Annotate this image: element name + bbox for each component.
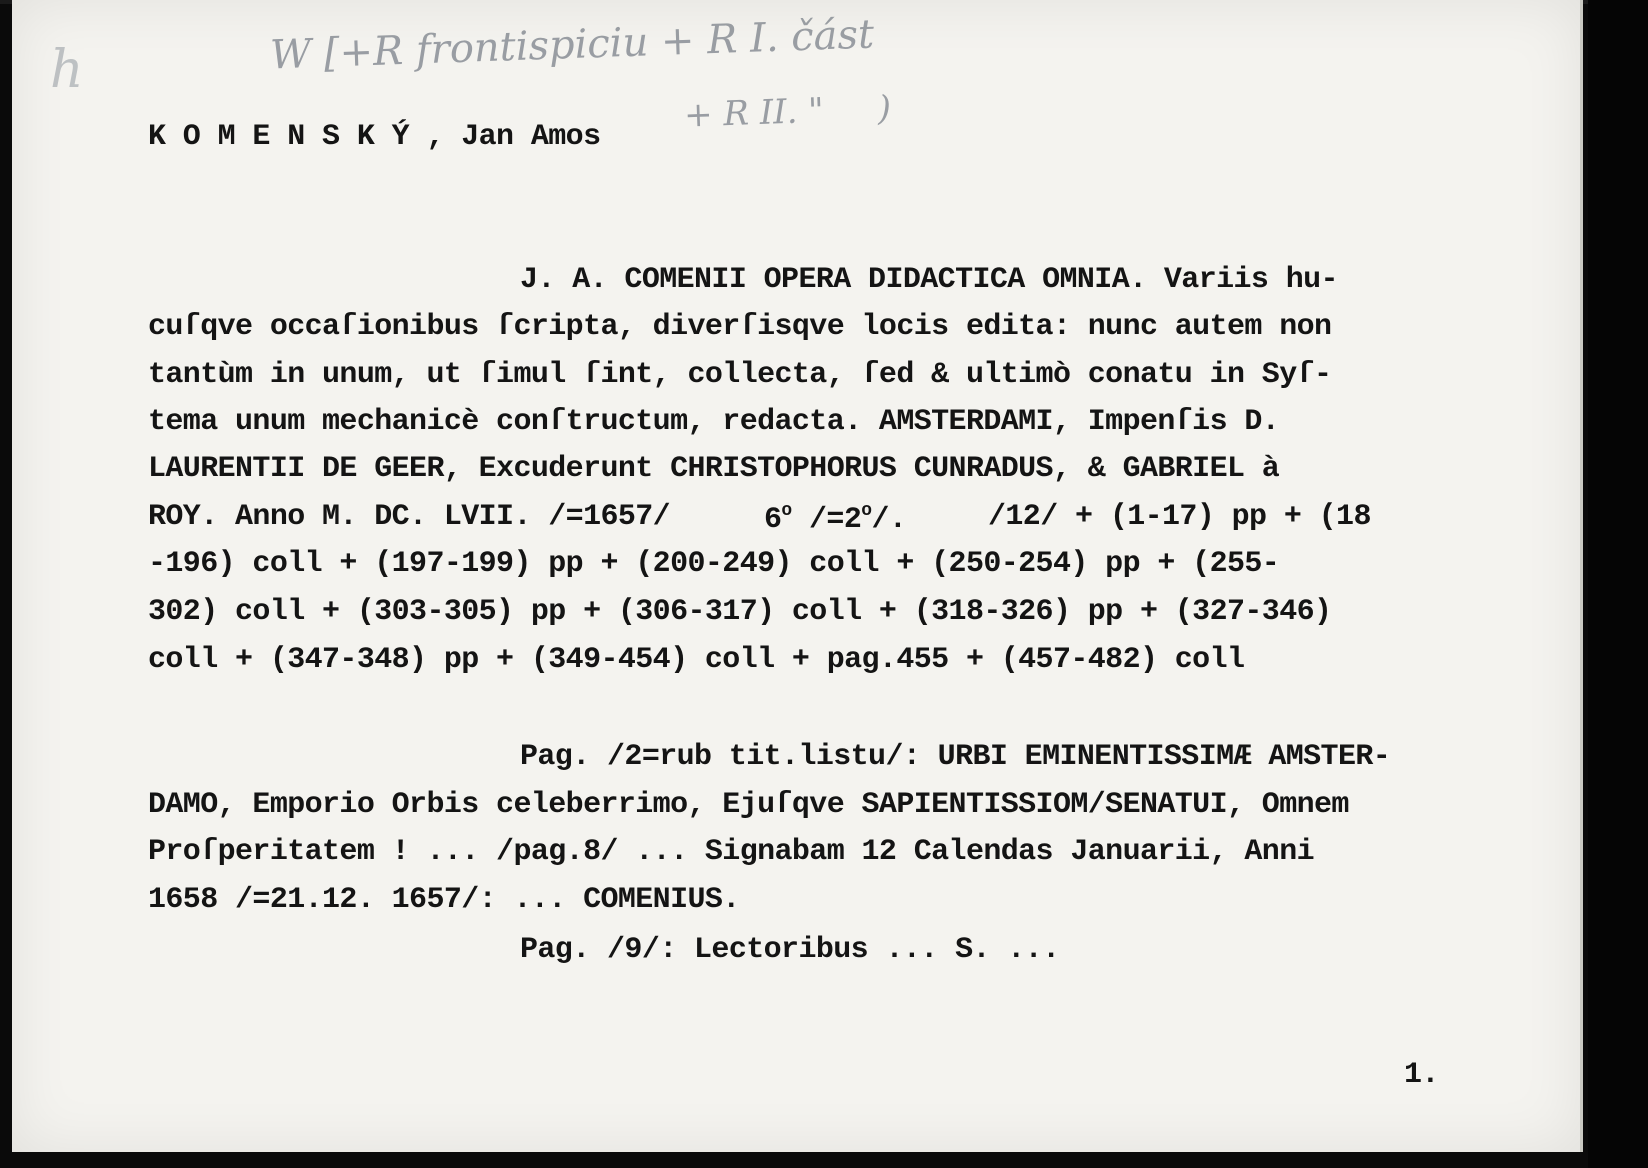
format-size: 6$^o$ $/=2^o/$.: [764, 501, 907, 537]
card-page-number: 1.: [1404, 1058, 1439, 1092]
entry-line: J. A. COMENII OPERA DIDACTICA OMNIA. Variis hu-: [520, 263, 1338, 297]
entry-line: ROY. Anno M. DC. LVII. /=1657/: [148, 500, 671, 534]
note-line: Pag. /9/: Lectoribus ... S. ...: [520, 933, 1060, 967]
entry-line: LAURENTII DE GEER, Excuderunt CHRISTOPHORUS CUNRADUS, & GABRIEL à: [148, 452, 1280, 486]
scan-dark-edge: [1588, 0, 1648, 1168]
note-line: Proſperitatem ! ... /pag.8/ ... Signabam 12 Calendas Januarii, Anni: [148, 835, 1314, 869]
note-line: DAMO, Emporio Orbis celeberrimo, Ejuſqve SAPIENTISSIOM/SENATUI, Omnem: [148, 788, 1349, 822]
note-line: 1658 /=21.12. 1657/: ... COMENIUS.: [148, 883, 740, 917]
format-b: /=2: [809, 503, 862, 537]
handwritten-note-line2: + R II. " ): [683, 88, 892, 136]
format-b-end: /.: [871, 503, 907, 537]
entry-line: tantùm in unum, ut ſimul ſint, collecta, ſed & ultimò conatu in Syſ-: [148, 358, 1332, 392]
format-a: 6: [764, 503, 782, 537]
entry-line: -196) coll + (197-199) pp + (200-249) coll + (250-254) pp + (255-: [148, 547, 1280, 581]
entry-line: 302) coll + (303-305) pp + (306-317) coll + (318-326) pp + (327-346): [148, 595, 1332, 629]
note-line: Pag. /2=rub tit.listu/: URBI EMINENTISSIMÆ AMSTER-: [520, 740, 1391, 774]
catalog-card: [12, 0, 1583, 1152]
handwritten-note-line1: W [+R frontispiciu + R I. část: [269, 11, 875, 79]
entry-line: tema unum mechanicè conſtructum, redacta. AMSTERDAMI, Impenſis D.: [148, 405, 1280, 439]
pencil-mark: h: [50, 40, 84, 100]
entry-line: cuſqve occaſionibus ſcripta, diverſisqve locis edita: nunc autem non: [148, 310, 1332, 344]
entry-line: coll + (347-348) pp + (349-454) coll + pag.455 + (457-482) coll: [148, 643, 1245, 677]
entry-line: /12/ + (1-17) pp + (18: [988, 500, 1371, 534]
author-heading: K O M E N S K Ý , Jan Amos: [148, 120, 601, 154]
